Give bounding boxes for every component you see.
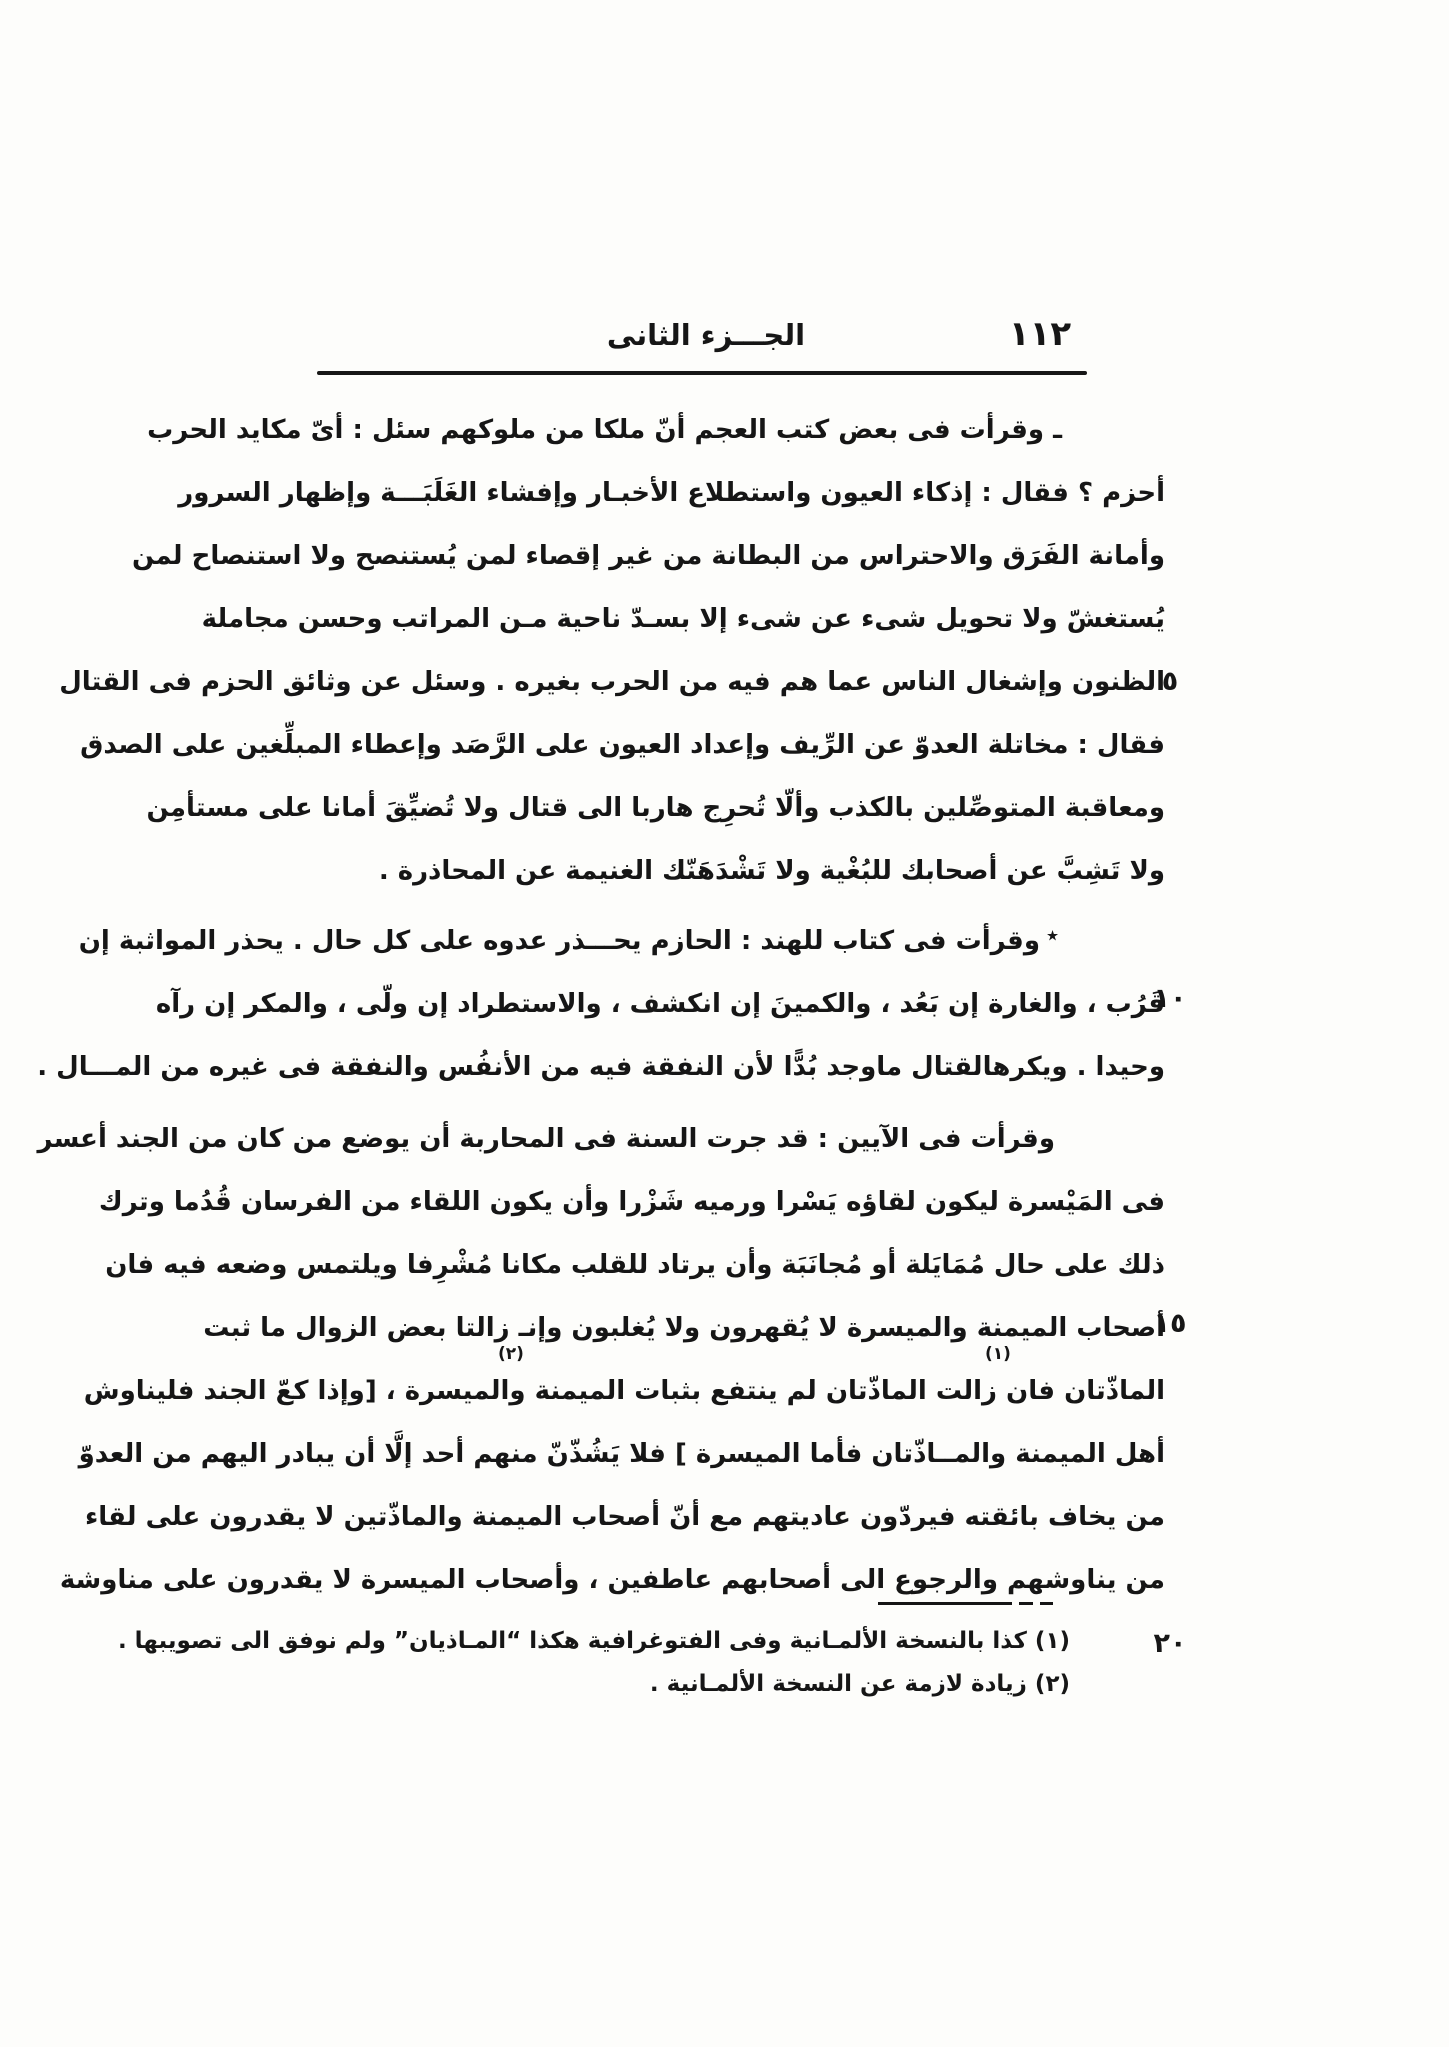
- text-line: أحزم ؟ فقال : إذكاء العيون واستطلاع الأخبـار وإفشاء الغَلَبَـــة وإظهار السرور: [178, 478, 1165, 508]
- footnote: (٢) زيادة لازمة عن النسخة الألمـانية .: [649, 1671, 1070, 1697]
- text-line: وقرأت فى كتاب للهند : الحازم يحـــذر عدوه على كل حال . يحذر المواثبة إن: [78, 926, 1040, 956]
- page-number: ١١٢: [1008, 314, 1072, 354]
- text-line: الماذّتان فان زالت الماذّتان لم ينتفع بثبات الميمنة والميسرة ، [وإذا كعّ الجند فليناوش: [83, 1376, 1165, 1406]
- text-line: فى المَيْسرة ليكون لقاؤه يَسْرا ورميه شَزْرا وأن يكون اللقاء من الفرسان قُدُما وترك: [98, 1187, 1165, 1217]
- text-line: أهل الميمنة والمــاذّتان فأما الميسرة ] فلا يَشُذّنّ منهم أحد إلَّا أن يبادر اليهم من العدوّ: [78, 1439, 1165, 1469]
- text-line: وقرأت فى الآيين : قد جرت السنة فى المحاربة أن يوضع من كان من الجند أعسر: [37, 1124, 1055, 1154]
- text-line: من يخاف بائقته فيردّون عاديتهم مع أنّ أصحاب الميمنة والماذّتين لا يقدرون على لقاء: [84, 1502, 1165, 1532]
- text-line: وحيدا . ويكرهالقتال ماوجد بُدًّا لأن النفقة فيه من الأنفُس والنفقة فى غيره من المـــال .: [37, 1052, 1165, 1082]
- paragraph: [37, 1108, 1165, 1612]
- paragraph: [37, 910, 1165, 1099]
- page-title: الجـــزء الثانى: [606, 318, 806, 352]
- text-line: وأمانة الفَرَق والاحتراس من البطانة من غير إقصاء لمن يُستنصح ولا استنصاح لمن: [131, 541, 1165, 571]
- footnote-separator: [878, 1602, 1012, 1605]
- text-line: ولا تَشِبَّ عن أصحابك للبُغْية ولا تَشْدَهَنّك الغنيمة عن المحاذرة .: [378, 856, 1165, 886]
- text-line: يُستغشّ ولا تحويل شىء عن شىء إلا بسـدّ ناحية مـن المراتب وحسن مجاملة: [201, 604, 1165, 634]
- footnote-separator-dash: [1019, 1602, 1033, 1605]
- footnote-separator-dash: [1040, 1602, 1053, 1605]
- text-block: [37, 399, 1165, 1612]
- footnote: (١) كذا بالنسخة الألمـانية وفى الفتوغرافية هكذا “المـاذيان” ولم نوفق الى تصويبها .: [117, 1628, 1070, 1654]
- text-line: أصحاب الميمنة والميسرة لا يُقهرون ولا يُغلبون وإنـ زالتا بعض الزوال ما ثبت: [203, 1313, 1165, 1343]
- margin-line-number: ١٠: [1153, 983, 1187, 1014]
- text-line: ذلك على حال مُمَايَلة أو مُجانَبَة وأن يرتاد للقلب مكانا مُشْرِفا ويلتمس وضعه فيه فان: [105, 1250, 1165, 1280]
- text-line: قَرُب ، والغارة إن بَعُد ، والكمينَ إن انكشف ، والاستطراد إن ولّى ، والمكر إن رآه: [155, 989, 1165, 1019]
- margin-line-number: ١٥: [1153, 1308, 1187, 1339]
- footnote-reference-2: (٢): [498, 1344, 524, 1364]
- paragraph: [59, 399, 1165, 903]
- footnotes-block: [117, 1620, 1165, 1706]
- margin-line-number: ٢٠: [1153, 1628, 1187, 1659]
- text-line: ـ وقرأت فى بعض كتب العجم أنّ ملكا من ملوكهم سئل : أىّ مكايد الحرب: [147, 415, 1062, 445]
- margin-line-number: ٥: [1161, 666, 1179, 697]
- text-line: من يناوشهم والرجوع الى أصحابهم عاطفين ، وأصحاب الميسرة لا يقدرون على مناوشة: [59, 1565, 1165, 1595]
- header-rule: [317, 371, 1087, 375]
- text-line: ومعاقبة المتوصِّلين بالكذب وألّا تُحرِج هاربا الى قتال ولا تُضيِّقَ أمانا على مستأمِن: [146, 793, 1165, 823]
- footnote-reference-1: (١): [985, 1344, 1011, 1364]
- paragraph-star-marker: ٭: [1046, 921, 1060, 949]
- text-line: الظنون وإشغال الناس عما هم فيه من الحرب بغيره . وسئل عن وثائق الحزم فى القتال: [59, 667, 1165, 697]
- text-line: فقال : مخاتلة العدوّ عن الرِّيف وإعداد العيون على الرَّصَد وإعطاء المبلِّغين على الصدق: [80, 730, 1165, 760]
